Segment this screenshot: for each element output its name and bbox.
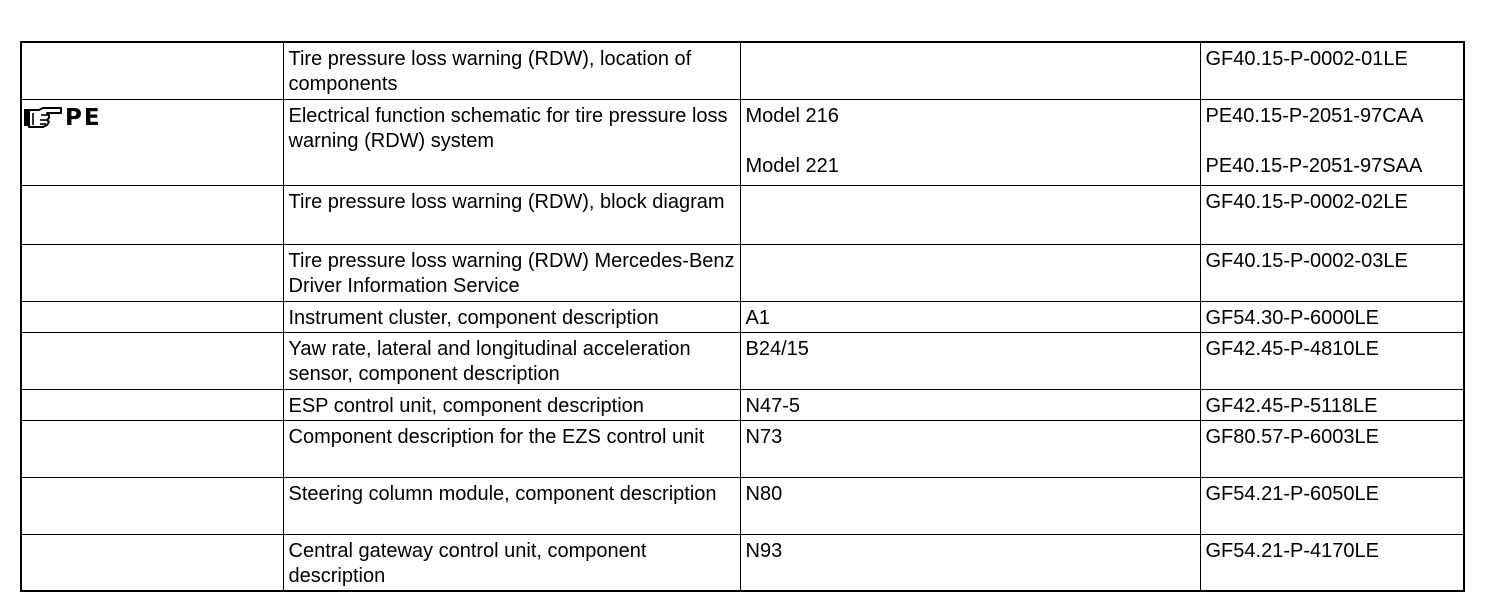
marker-cell [21,99,283,185]
model-cell: N80 [740,477,1200,534]
document-title: Tire pressure loss warning (RDW) Mercedes-Benz Driver Information Service [283,244,740,301]
document-reference[interactable]: GF40.15-P-0002-03LE [1200,244,1464,301]
model-cell [740,42,1200,99]
model-cell [740,185,1200,244]
table-row [21,301,1464,332]
marker-cell [21,244,283,301]
marker-cell [21,301,283,332]
document-title: Yaw rate, lateral and longitudinal acceleration sensor, component description [283,332,740,389]
marker-cell [21,332,283,389]
table-row [21,185,1464,244]
table-row [21,389,1464,420]
document-title: Steering column module, component description [283,477,740,534]
marker-cell [21,420,283,477]
model-gap [746,129,1196,154]
pe-marker[interactable] [23,106,102,130]
document-reference[interactable]: GF54.30-P-6000LE [1200,301,1464,332]
document-reference[interactable]: GF40.15-P-0002-01LE [1200,42,1464,99]
marker-cell [21,42,283,99]
model-cell [740,99,1200,185]
table-row [21,477,1464,534]
document-title: Tire pressure loss warning (RDW), location of components [283,42,740,99]
model-cell: N93 [740,534,1200,591]
table-row [21,99,1464,185]
marker-cell [21,185,283,244]
document-reference[interactable]: GF54.21-P-4170LE [1200,534,1464,591]
model-cell: B24/15 [740,332,1200,389]
pe-marker-label: PE [65,104,102,131]
reference-table [20,41,1465,592]
document-title: Component description for the EZS control unit [283,420,740,477]
document-reference[interactable]: GF80.57-P-6003LE [1200,420,1464,477]
table-row [21,332,1464,389]
model-cell: N73 [740,420,1200,477]
document-reference[interactable]: PE40.15-P-2051-97SAA [1205,154,1423,177]
model-cell [740,244,1200,301]
table-row [21,244,1464,301]
document-title: Tire pressure loss warning (RDW), block diagram [283,185,740,244]
document-reference[interactable]: GF40.15-P-0002-02LE [1200,185,1464,244]
marker-cell [21,389,283,420]
document-title: Instrument cluster, component description [283,301,740,332]
document-title: Central gateway control unit, component description [283,534,740,591]
reference-gap [1206,129,1460,154]
document-title: Electrical function schematic for tire pressure loss warning (RDW) system [283,99,740,185]
document-reference[interactable]: GF54.21-P-6050LE [1200,477,1464,534]
model-cell: N47-5 [740,389,1200,420]
document-title: ESP control unit, component description [283,389,740,420]
marker-cell [21,477,283,534]
document-reference[interactable]: PE40.15-P-2051-97CAA [1205,104,1424,127]
document-reference[interactable]: GF42.45-P-5118LE [1200,389,1464,420]
model-cell: A1 [740,301,1200,332]
model-label: Model 221 [745,154,839,177]
reference-cell [1200,99,1464,185]
document-reference[interactable]: GF42.45-P-4810LE [1200,332,1464,389]
model-label: Model 216 [745,104,839,127]
table-row [21,534,1464,591]
marker-cell [21,534,283,591]
pointing-hand-icon [23,106,63,130]
table-row [21,420,1464,477]
table-row [21,42,1464,99]
